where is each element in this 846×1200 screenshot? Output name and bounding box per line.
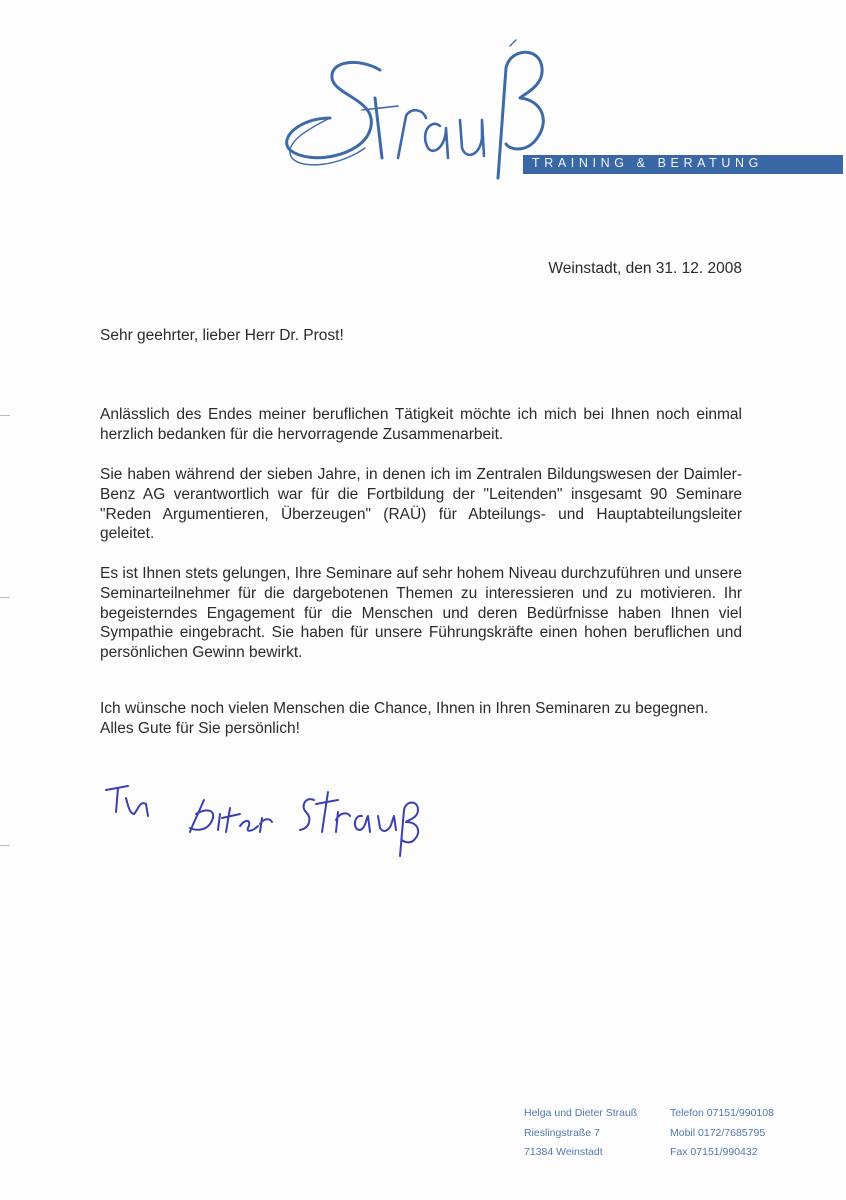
closing-block xyxy=(100,699,720,739)
footer-address xyxy=(524,1104,637,1163)
footer-city: 71384 Weinstadt xyxy=(524,1146,603,1158)
closing-greeting: Alles Gute für Sie persönlich! xyxy=(100,719,300,737)
salutation: Sehr geehrter, lieber Herr Dr. Prost! xyxy=(100,327,344,344)
tagline-text: TRAINING & BERATUNG xyxy=(532,156,763,170)
footer-contact xyxy=(670,1104,774,1163)
footer-street: Rieslingstraße 7 xyxy=(524,1126,600,1139)
margin-fold-mark xyxy=(0,845,10,846)
strauss-logo xyxy=(270,38,570,198)
footer-fax: Fax 07151/990432 xyxy=(670,1146,758,1158)
paragraph-seminars: Sie haben während der sieben Jahre, in denen ich im Zentralen Bildungswesen der Daimler-Benz AG verantwortlich war für die Fortbildung der "Leitenden" insgesamt 90 Seminare "Reden Argumentieren, Überzeugen" (RAÜ) für Abteilungs- und Hauptabteilungsleiter geleitet. xyxy=(100,466,742,543)
paragraph-engagement: Es ist Ihnen stets gelungen, Ihre Seminare auf sehr hohem Niveau durchzuführen und unsere Seminarteilnehmer für die dargebotenen Themen zu interessieren und zu motivieren. Ihr begeisterndes Engagement für die Menschen und deren Bedürfnisse haben Ihnen viel Sympathie eingebracht. Sie haben für unsere Führungskräfte einen hohen beruflichen und persönlichen Gewinn bewirkt. xyxy=(100,565,742,662)
paragraph-thanks: Anlässlich des Endes meiner beruflichen Tätigkeit möchte ich mich bei Ihnen noch einmal herzlich bedanken für die hervorragende Zusammenarbeit. xyxy=(100,406,742,443)
margin-fold-mark xyxy=(0,415,10,416)
letter-date: Weinstadt, den 31. 12. 2008 xyxy=(548,260,742,277)
footer-name: Helga und Dieter Strauß xyxy=(524,1107,638,1119)
closing-wish: Ich wünsche noch vielen Menschen die Chance, Ihnen in Ihren Seminaren zu begegnen. xyxy=(100,700,709,717)
footer-mobile: Mobil 0172/7685795 xyxy=(670,1126,766,1139)
margin-fold-mark xyxy=(0,597,10,598)
footer-phone: Telefon 07151/990108 xyxy=(670,1107,774,1119)
handwritten-signature xyxy=(100,770,430,865)
